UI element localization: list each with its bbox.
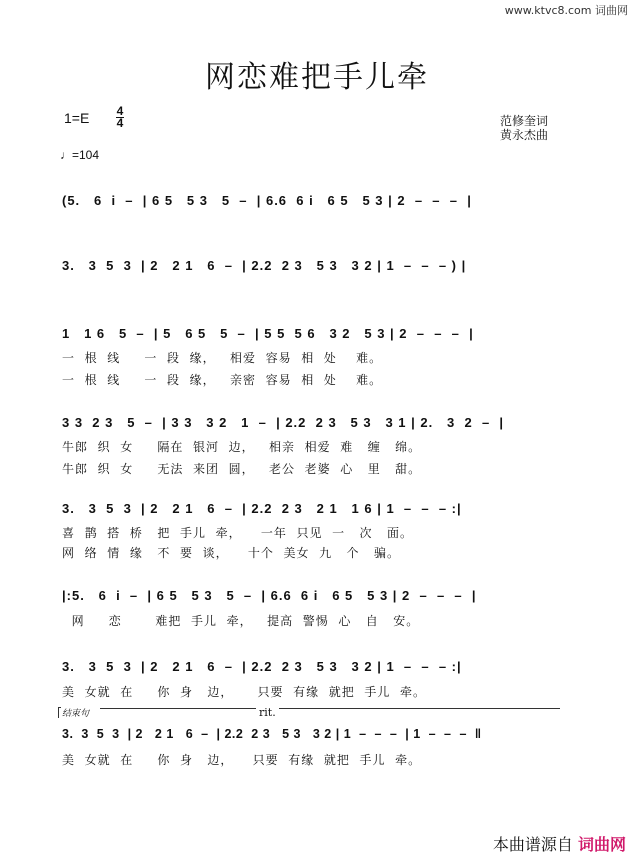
- time-sig-top: 4: [116, 104, 124, 118]
- footer-credit: [493, 832, 626, 855]
- notation-line-1: (5. 6 i – | 6 5 5 3 5 – | 6.6 6 i 6 5 5 3 | 2 – – – |: [62, 193, 472, 208]
- ending-label: 结束句: [62, 709, 90, 719]
- lyrics-4a: 牛郎 织 女 隔在 银河 边， 相亲 相爱 难 缠 绵。: [62, 440, 422, 454]
- ending-bracket: [58, 707, 61, 718]
- lyrics-3a: 一 根 线 一 段 缘， 相爱 容易 相 处 难。: [62, 351, 383, 365]
- footer-site-link[interactable]: 词曲网: [577, 835, 626, 854]
- key-signature: 1=E: [64, 110, 90, 126]
- notation-line-2: 3. 3 5 3 | 2 2 1 6 – | 2.2 2 3 5 3 3 2 | 1 – – – ) |: [62, 258, 467, 273]
- notation-line-6: |:5. 6 i – | 6 5 5 3 5 – | 6.6 6 i 6 5 5 3 | 2 – – – |: [62, 588, 477, 603]
- lyrics-3b: 一 根 线 一 段 缘， 亲密 容易 相 处 难。: [62, 373, 383, 387]
- footer-source: 本曲谱源自: [492, 835, 573, 854]
- composer: 黄永杰曲: [500, 128, 549, 142]
- notation-line-5: 3. 3 5 3 | 2 2 1 6 – | 2.2 2 3 2 1 1 6 | 1 – – – :|: [62, 501, 462, 516]
- tempo-mark: ♩=104: [60, 148, 100, 162]
- lyrics-8: 美 女就 在 你 身 边， 只要 有缘 就把 手儿 牵。: [62, 753, 422, 767]
- lyrics-5b: 网 络 情 缘 不 要 谈， 十个 美女 九 个 骗。: [62, 546, 400, 560]
- notation-line-8: 3. 3 5 3 | 2 2 1 6 – | 2.2 2 3 5 3 3 2 | 1 – – – | 1 – – – ‖: [62, 727, 482, 741]
- time-sig-bottom: 4: [116, 116, 124, 130]
- lyrics-5a: 喜 鹊 搭 桥 把 手儿 牵， 一年 只见 一 次 面。: [62, 526, 413, 540]
- time-signature: [116, 106, 124, 129]
- notation-line-4: 3 3 2 3 5 – | 3 3 3 2 1 – | 2.2 2 3 5 3 3 1 | 2. 3 2 – |: [62, 415, 505, 430]
- lyrics-4b: 牛郎 织 女 无法 来团 圆， 老公 老婆 心 里 甜。: [62, 462, 422, 476]
- notation-line-3: 1 1 6 5 – | 5 6 5 5 – | 5 5 5 6 3 2 5 3 | 2 – – – |: [62, 326, 474, 341]
- ending-line: [100, 708, 560, 709]
- notation-line-7: 3. 3 5 3 | 2 2 1 6 – | 2.2 2 3 5 3 3 2 | 1 – – – :|: [62, 659, 462, 674]
- rit-mark: rit.: [256, 706, 279, 719]
- lyricist: 范修奎词: [500, 114, 549, 128]
- song-title: 网恋难把手儿牵: [205, 60, 429, 95]
- watermark: www.ktvc8.com 词曲网: [504, 4, 628, 17]
- lyrics-7: 美 女就 在 你 身 边， 只要 有缘 就把 手儿 牵。: [62, 685, 426, 699]
- lyrics-6: 网 恋 难把 手儿 牵， 提高 警惕 心 自 安。: [62, 614, 420, 628]
